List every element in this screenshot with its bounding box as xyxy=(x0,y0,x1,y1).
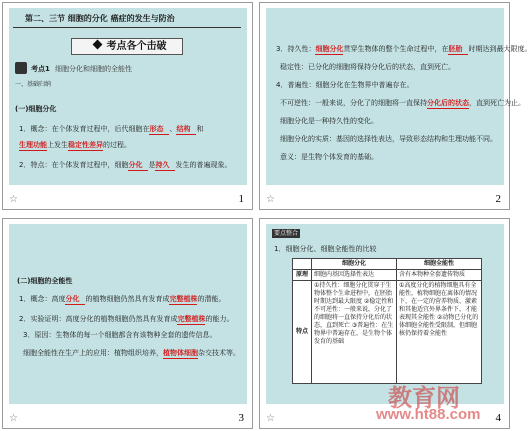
row-label: 特点 xyxy=(293,281,312,384)
content-line-7: 意义：是生物个体发育的基础。 xyxy=(280,153,378,161)
diamond-icon xyxy=(92,40,102,50)
slide-content-1 xyxy=(9,8,247,185)
watermark-logo: 教育网 xyxy=(388,385,460,412)
table-header-row xyxy=(293,259,482,270)
header-cell: 细胞分化 xyxy=(312,259,397,270)
table-cell: 细胞内基因选择性表达 xyxy=(312,270,397,281)
slide-content-4 xyxy=(266,224,504,404)
topic-text: 细胞分化和细胞的全能性 xyxy=(55,65,132,73)
page-number: 4 xyxy=(495,412,501,424)
banner-text: 考点各个击破 xyxy=(106,41,167,52)
key-points-tag: 要点整合 xyxy=(274,230,299,237)
topic-icon xyxy=(15,62,27,74)
content-line-2: 生理功能上发生稳定性差异的过程。 xyxy=(19,141,131,149)
star-icon: ☆ xyxy=(9,194,18,205)
table-cell: 含有本物种全套遗传物质 xyxy=(397,270,482,281)
section-heading: (二)细胞的全能性 xyxy=(17,277,73,285)
content-line-1: 3．持久性：细胞分化贯穿生物体的整个生命过程中，在胚胎 时期达到最大限度。 xyxy=(276,45,531,53)
slide-title: 第二、三节 细胞的分化 癌症的发生与防治 xyxy=(25,14,175,23)
content-line-6: 细胞分化的实质：基因的选择性表达，导致形态结构和生理功能不同。 xyxy=(280,135,497,143)
section-heading: (一)细胞分化 xyxy=(15,105,57,113)
row-label: 原理 xyxy=(293,270,312,281)
slide-page-3[interactable] xyxy=(2,218,253,429)
content-line-5: 细胞分化是一种持久性的变化。 xyxy=(280,117,378,125)
content-line-2: 2．实验证明：高度分化的植物细胞仍然具有发育成完整植株的能力。 xyxy=(19,315,234,323)
content-line-3: 3．原因：生物体的每一个细胞都含有该物种全套的遗传信息。 xyxy=(23,331,217,339)
title-underline xyxy=(13,27,241,28)
table-heading: 1．细胞分化、细胞全能性的比较 xyxy=(274,245,377,253)
header-cell xyxy=(293,259,312,270)
content-line-4: 不可逆性：一般来说，分化了的细胞将一直保持分化后的状态，直到死亡为止。 xyxy=(280,99,525,107)
comparison-table xyxy=(292,258,482,384)
content-line-4: 细胞全能性在生产上的应用：植物组织培养，植物体细胞杂交技术等。 xyxy=(23,349,240,357)
content-line-3: 2．特点：在个体发育过程中，细胞分化 是持久 发生的普遍现象。 xyxy=(19,161,232,169)
page-number: 3 xyxy=(238,412,244,424)
content-line-1: 1．概念：高度分化 的植物细胞仍然具有发育成完整植株的潜能。 xyxy=(19,295,226,303)
slide-page-4[interactable] xyxy=(259,218,510,429)
section-banner xyxy=(71,38,183,55)
content-line-1: 1．概念：在个体发育过程中，后代细胞在形态 、结构 和 xyxy=(19,125,204,133)
watermark-url: www.ht88.com xyxy=(376,406,481,423)
star-icon: ☆ xyxy=(266,413,275,424)
slide-page-1[interactable] xyxy=(2,2,253,210)
star-icon: ☆ xyxy=(9,413,18,424)
topic-label: 考点1 xyxy=(31,65,50,73)
content-line-3: 4．普遍性：细胞分化在生物界中普遍存在。 xyxy=(276,81,414,89)
table-row xyxy=(293,281,482,384)
table-cell: ①持久性：细胞分化贯穿于生物体整个生命进程中，在胚胎时期达到最大限度 ②稳定性和不可逆性：一般来说，分化了的细胞将一直保持分化后的状态，直到死亡 ③普遍性：在生物界中普遍存在，是生物个体发育的基础 xyxy=(312,281,397,384)
page-number: 2 xyxy=(495,193,501,205)
slide-content-3 xyxy=(9,224,247,404)
star-icon: ☆ xyxy=(266,194,275,205)
table-row xyxy=(293,270,482,281)
content-line-2: 稳定性：已分化的细胞将保持分化后的状态，直到死亡。 xyxy=(280,63,455,71)
slide-content-2 xyxy=(266,8,531,185)
table-cell: ①高度分化的植物细胞具有全能性，植物细胞在离体的情况下，在一定的营养物质、激素和其他适宜外界条件下，才能表现其全能性 ②动物已分化的体细胞全能性受限制，但细胞核仍保持着全能性 xyxy=(397,281,482,384)
page-number: 1 xyxy=(238,193,244,205)
slide-page-2[interactable] xyxy=(259,2,531,210)
sub-label: 一、基础归纳 xyxy=(15,81,52,88)
header-cell: 细胞全能性 xyxy=(397,259,482,270)
